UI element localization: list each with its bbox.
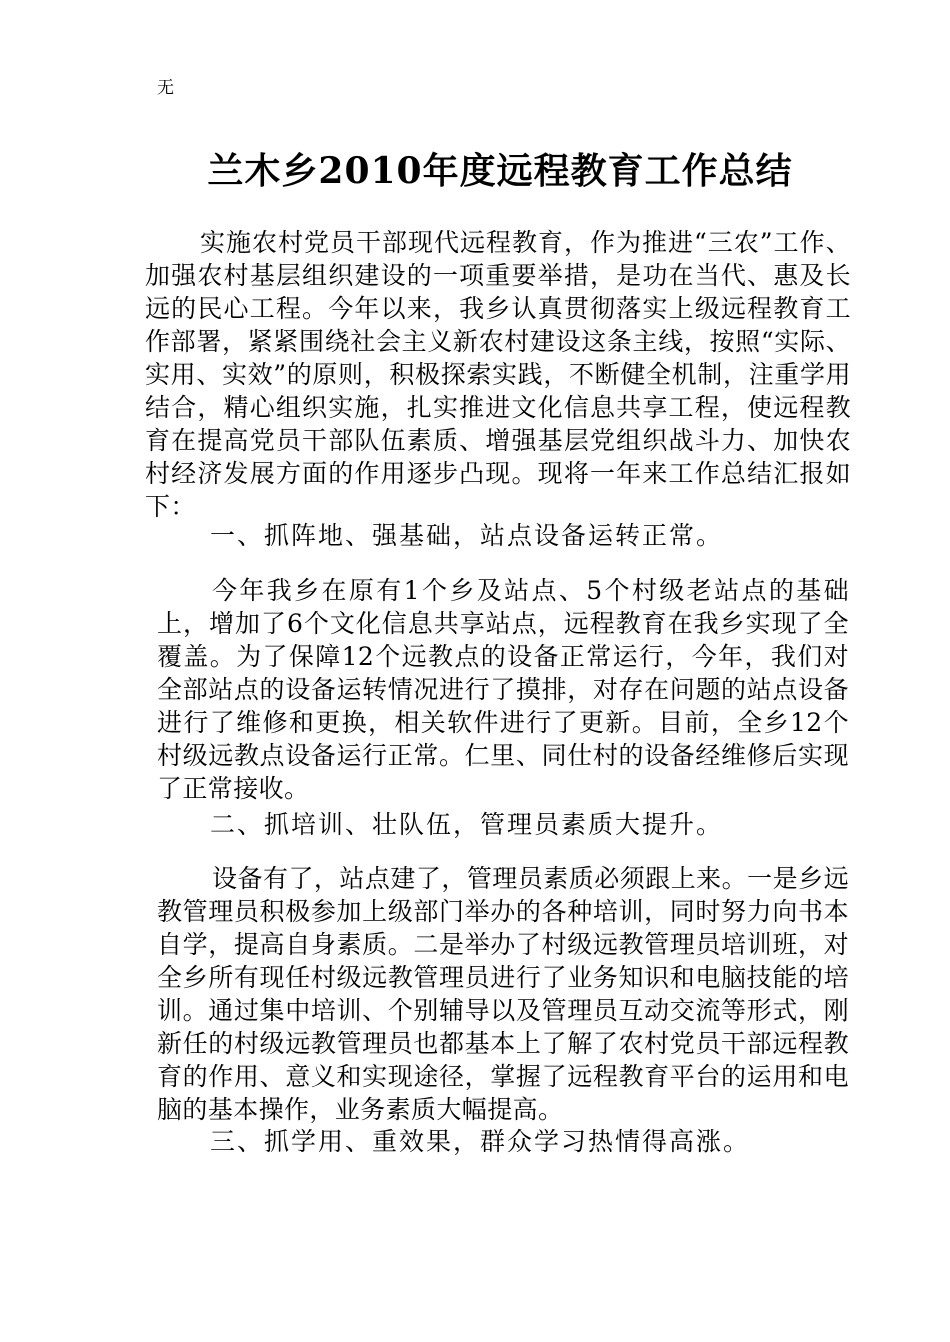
section-body-2: 设备有了，站点建了，管理员素质必须跟上来。一是乡远教管理员积极参加上级部门举办的各种培训，同时努力向书本自学，提高自身素质。二是举办了村级远教管理员培训班，对全乡所有现任村级远教管理员进行了业务知识和电脑技能的培训。通过集中培训、个别辅导以及管理员互动交流等形式，刚新任的村级远教管理员也都基本上了解了农村党员干部远程教育的作用、意义和实现途径，掌握了远程教育平台的运用和电脑的基本操作，业务素质大幅提高。 bbox=[157, 864, 849, 1124]
section-heading-1: 一、抓阵地、强基础，站点设备运转正常。 bbox=[210, 521, 724, 550]
section-heading-3: 三、抓学用、重效果，群众学习热情得高涨。 bbox=[210, 1127, 751, 1156]
section-heading-2: 二、抓培训、壮队伍，管理员素质大提升。 bbox=[210, 810, 724, 839]
document-title: 兰木乡2010年度远程教育工作总结 bbox=[207, 150, 793, 192]
intro-paragraph: 实施农村党员干部现代远程教育，作为推进“三农”工作、加强农村基层组织建设的一项重要举措，是功在当代、惠及长远的民心工程。今年以来，我乡认真贯彻落实上级远程教育工作部署，紧紧围绕社会主义新农村建设这条主线，按照“实际、实用、实效”的原则，积极探索实践，不断健全机制，注重学用结合，精心组织实施，扎实推进文化信息共享工程，使远程教育在提高党员干部队伍素质、增强基层党组织战斗力、加快农村经济发展方面的作用逐步凸现。现将一年来工作总结汇报如下： bbox=[145, 228, 851, 521]
section-body-1: 今年我乡在原有1个乡及站点、5个村级老站点的基础上，增加了6个文化信息共享站点，远程教育在我乡实现了全覆盖。为了保障12个远教点的设备正常运行，今年，我们对全部站点的设备运转情况进行了摸排，对存在问题的站点设备进行了维修和更换，相关软件进行了更新。目前，全乡12个村级远教点设备运行正常。仁里、同仕村的设备经维修后实现了正常接收。 bbox=[157, 576, 849, 803]
header-mark: 无 bbox=[157, 78, 174, 98]
